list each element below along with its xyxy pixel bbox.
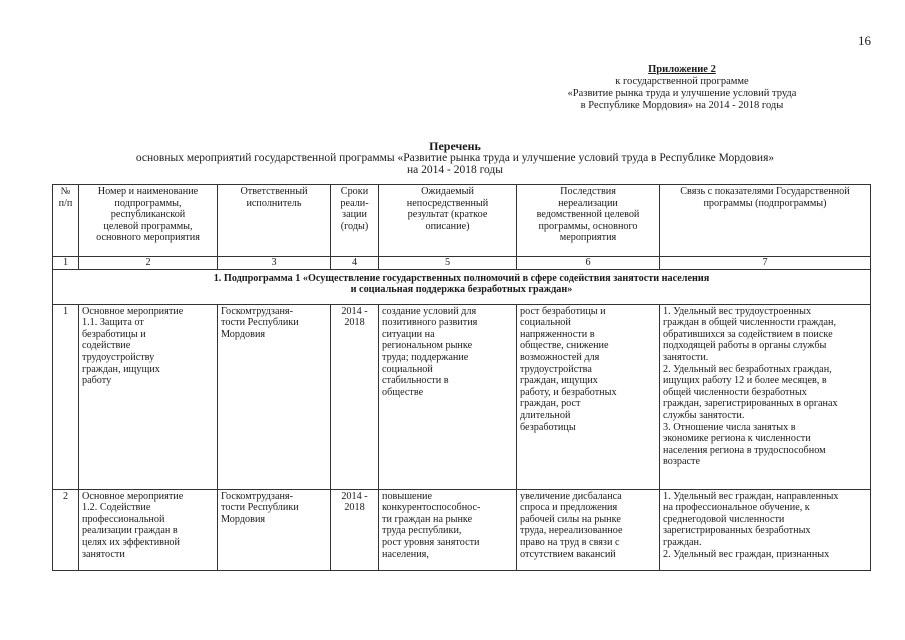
row-indicators: 1. Удельный вес трудоустроенных граждан в общей численности граждан, обратившихся за содействием в поиске подходящей работы в органы службы занятости. 2. Удельный вес безработных граждан, ищущих работу 12 и более месяцев, в общей численности безработных граждан, зарегистрированных в органах службы занятости. 3. Отношение числа занятых в экономике региона к численности населения региона в трудоспособном возрасте [660, 304, 871, 489]
appendix-line: «Развитие рынка труда и улучшение условий труда [567, 88, 797, 99]
header-cell-name: Номер и наименование подпрограммы, республиканской целевой программы, основного мероприятия [79, 185, 218, 257]
row-consequences: увеличение дисбаланса спроса и предложения рабочей силы на рынке труда, нереализованное право на труд в связи с отсутствием вакансий [517, 489, 660, 570]
column-number: 3 [218, 257, 331, 270]
column-number: 1 [53, 257, 79, 270]
title-heading: Перечень [429, 139, 481, 153]
title-line: основных мероприятий государственной программы «Развитие рынка труда и улучшение условий труда в Республике Мордовия» [135, 152, 775, 164]
row-name: Основное мероприятие 1.1. Защита от безработицы и содействие трудоустройству граждан, ищущих работу [79, 304, 218, 489]
document-title [40, 140, 870, 176]
appendix-block [517, 64, 847, 112]
header-cell-num: № п/п [53, 185, 79, 257]
column-number: 2 [79, 257, 218, 270]
column-number: 5 [379, 257, 517, 270]
page-number: 16 [858, 33, 871, 48]
section-title: 1. Подпрограмма 1 «Осуществление государственных полномочий в сфере содействия занятости населения и социальная поддержка безработных граждан» [53, 269, 871, 304]
row-executor: Госкомтрудзаня- тости Республики Мордовия [218, 489, 331, 570]
appendix-title: Приложение 2 [648, 64, 716, 75]
column-number: 7 [660, 257, 871, 270]
header-cell-indicators: Связь с показателями Государственной программы (подпрограммы) [660, 185, 871, 257]
row-name: Основное мероприятие 1.2. Содействие профессиональной реализации граждан в целях их эффективной занятости [79, 489, 218, 570]
appendix-line: в Республике Мордовия» на 2014 - 2018 годы [580, 100, 784, 111]
column-number: 4 [331, 257, 379, 270]
row-consequences: рост безработицы и социальной напряженности в обществе, снижение возможностей для трудоустройства граждан, ищущих работу, и безработных граждан, рост длительной безработицы [517, 304, 660, 489]
appendix-line: к государственной программе [615, 76, 749, 87]
header-cell-executor: Ответственный исполнитель [218, 185, 331, 257]
section-row [53, 269, 871, 304]
row-num: 1 [53, 304, 79, 489]
header-cell-result: Ожидаемый непосредственный результат (краткое описание) [379, 185, 517, 257]
row-indicators: 1. Удельный вес граждан, направленных на профессиональное обучение, к среднегодовой численности зарегистрированных безработных граждан. 2. Удельный вес граждан, признанных [660, 489, 871, 570]
table-row [53, 489, 871, 570]
measures-table [52, 184, 871, 571]
header-cell-consequences: Последствия нереализации ведомственной целевой программы, основного мероприятия [517, 185, 660, 257]
table-row [53, 304, 871, 489]
row-period: 2014 - 2018 [331, 304, 379, 489]
title-line: на 2014 - 2018 годы [406, 164, 503, 176]
column-number-row [53, 257, 871, 270]
table-header-row [53, 185, 871, 257]
row-result: создание условий для позитивного развития ситуации на региональном рынке труда; поддержание социальной стабильности в обществе [379, 304, 517, 489]
row-num: 2 [53, 489, 79, 570]
header-cell-period: Сроки реали- зации (годы) [331, 185, 379, 257]
row-executor: Госкомтрудзаня- тости Республики Мордовия [218, 304, 331, 489]
column-number: 6 [517, 257, 660, 270]
row-result: повышение конкурентоспособнос- ти граждан на рынке труда республики, рост уровня занятости населения, [379, 489, 517, 570]
row-period: 2014 - 2018 [331, 489, 379, 570]
